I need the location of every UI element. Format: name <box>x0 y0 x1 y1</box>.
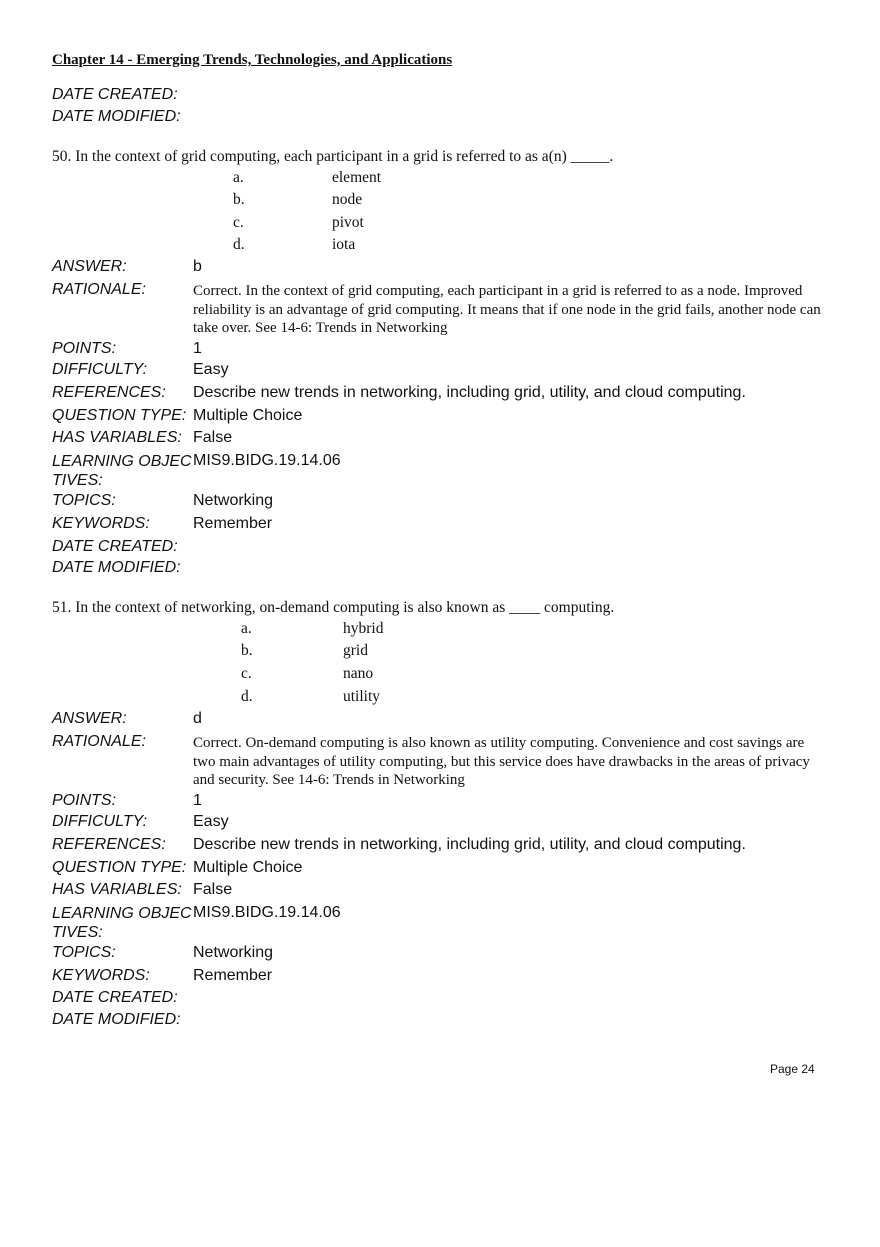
learning-objectives-label: LEARNING OBJECTIVES: <box>52 453 192 489</box>
q51-rationale-text: Correct. On-demand computing is also known as utility computing. Convenience and cost savings are two main advantages of utility computing, but this service does have drawbacks in the areas of privacy and security. See 14-6: Trends in Networking <box>193 735 810 788</box>
answer-value: d <box>193 710 202 727</box>
points-value: 1 <box>193 340 202 357</box>
difficulty-value: Easy <box>193 813 229 830</box>
keywords-value: Remember <box>193 515 273 532</box>
question-50-text: 50. In the context of grid computing, each participant in a grid is referred to as a(n) _____. <box>52 148 614 165</box>
learning-objectives-label: LEARNING OBJECTIVES: <box>52 905 192 941</box>
references-value: Describe new trends in networking, including grid, utility, and cloud computing. <box>193 384 746 401</box>
topics-label: TOPICS: <box>52 492 116 509</box>
points-value: 1 <box>193 792 202 809</box>
question-type-value: Multiple Choice <box>193 407 303 424</box>
question-type-value: Multiple Choice <box>193 859 303 876</box>
question-type-label: QUESTION TYPE: <box>52 859 187 876</box>
has-variables-value: False <box>193 429 233 446</box>
rationale-label: RATIONALE: <box>52 281 146 298</box>
answer-value: b <box>193 258 202 275</box>
has-variables-label: HAS VARIABLES: <box>52 881 182 898</box>
q50-option-d-letter: d. <box>233 236 245 253</box>
q51-option-c-text: nano <box>343 665 374 682</box>
q51-option-b-letter: b. <box>241 642 253 659</box>
keywords-label: KEYWORDS: <box>52 967 150 984</box>
q50-rationale-text: Correct. In the context of grid computing, each participant in a grid is referred to as a node. Improved reliability is an advantage of grid computing. It means that if one node in the grid fails, another node can take over. See 14-6: Trends in Networking <box>193 283 821 336</box>
question-51-text: 51. In the context of networking, on-demand computing is also known as ____ computing. <box>52 599 615 616</box>
learning-objectives-value: MIS9.BIDG.19.14.06 <box>193 452 341 469</box>
keywords-value: Remember <box>193 967 273 984</box>
keywords-label: KEYWORDS: <box>52 515 150 532</box>
q50-option-a-letter: a. <box>233 169 244 186</box>
topics-value: Networking <box>193 492 274 509</box>
q51-option-a-letter: a. <box>241 620 252 637</box>
q50-option-b-letter: b. <box>233 191 245 208</box>
references-label: REFERENCES: <box>52 384 166 401</box>
date-modified-label: DATE MODIFIED: <box>52 1011 181 1028</box>
topics-label: TOPICS: <box>52 944 116 961</box>
points-label: POINTS: <box>52 792 117 809</box>
date-modified-label: DATE MODIFIED: <box>52 108 181 125</box>
q50-option-a-text: element <box>332 169 382 186</box>
answer-label: ANSWER: <box>52 710 127 727</box>
q51-option-b-text: grid <box>343 642 368 659</box>
chapter-title: Chapter 14 - Emerging Trends, Technologies, and Applications <box>52 52 453 68</box>
has-variables-label: HAS VARIABLES: <box>52 429 182 446</box>
q50-option-c-letter: c. <box>233 214 244 231</box>
question-type-label: QUESTION TYPE: <box>52 407 187 424</box>
date-created-label: DATE CREATED: <box>52 989 178 1006</box>
points-label: POINTS: <box>52 340 117 357</box>
q51-option-a-text: hybrid <box>343 620 384 637</box>
has-variables-value: False <box>193 881 233 898</box>
q51-option-d-text: utility <box>343 688 381 705</box>
rationale-label: RATIONALE: <box>52 733 146 750</box>
q50-option-c-text: pivot <box>332 214 364 231</box>
q51-option-c-letter: c. <box>241 665 252 682</box>
q50-option-b-text: node <box>332 191 363 208</box>
references-label: REFERENCES: <box>52 836 166 853</box>
date-modified-label: DATE MODIFIED: <box>52 559 181 576</box>
topics-value: Networking <box>193 944 274 961</box>
page-number: Page 24 <box>770 1062 815 1076</box>
difficulty-label: DIFFICULTY: <box>52 813 148 830</box>
references-value: Describe new trends in networking, including grid, utility, and cloud computing. <box>193 836 746 853</box>
date-created-label: DATE CREATED: <box>52 86 178 103</box>
answer-label: ANSWER: <box>52 258 127 275</box>
q50-option-d-text: iota <box>332 236 356 253</box>
q51-option-d-letter: d. <box>241 688 253 705</box>
learning-objectives-value: MIS9.BIDG.19.14.06 <box>193 904 341 921</box>
difficulty-label: DIFFICULTY: <box>52 361 148 378</box>
date-created-label: DATE CREATED: <box>52 538 178 555</box>
difficulty-value: Easy <box>193 361 229 378</box>
